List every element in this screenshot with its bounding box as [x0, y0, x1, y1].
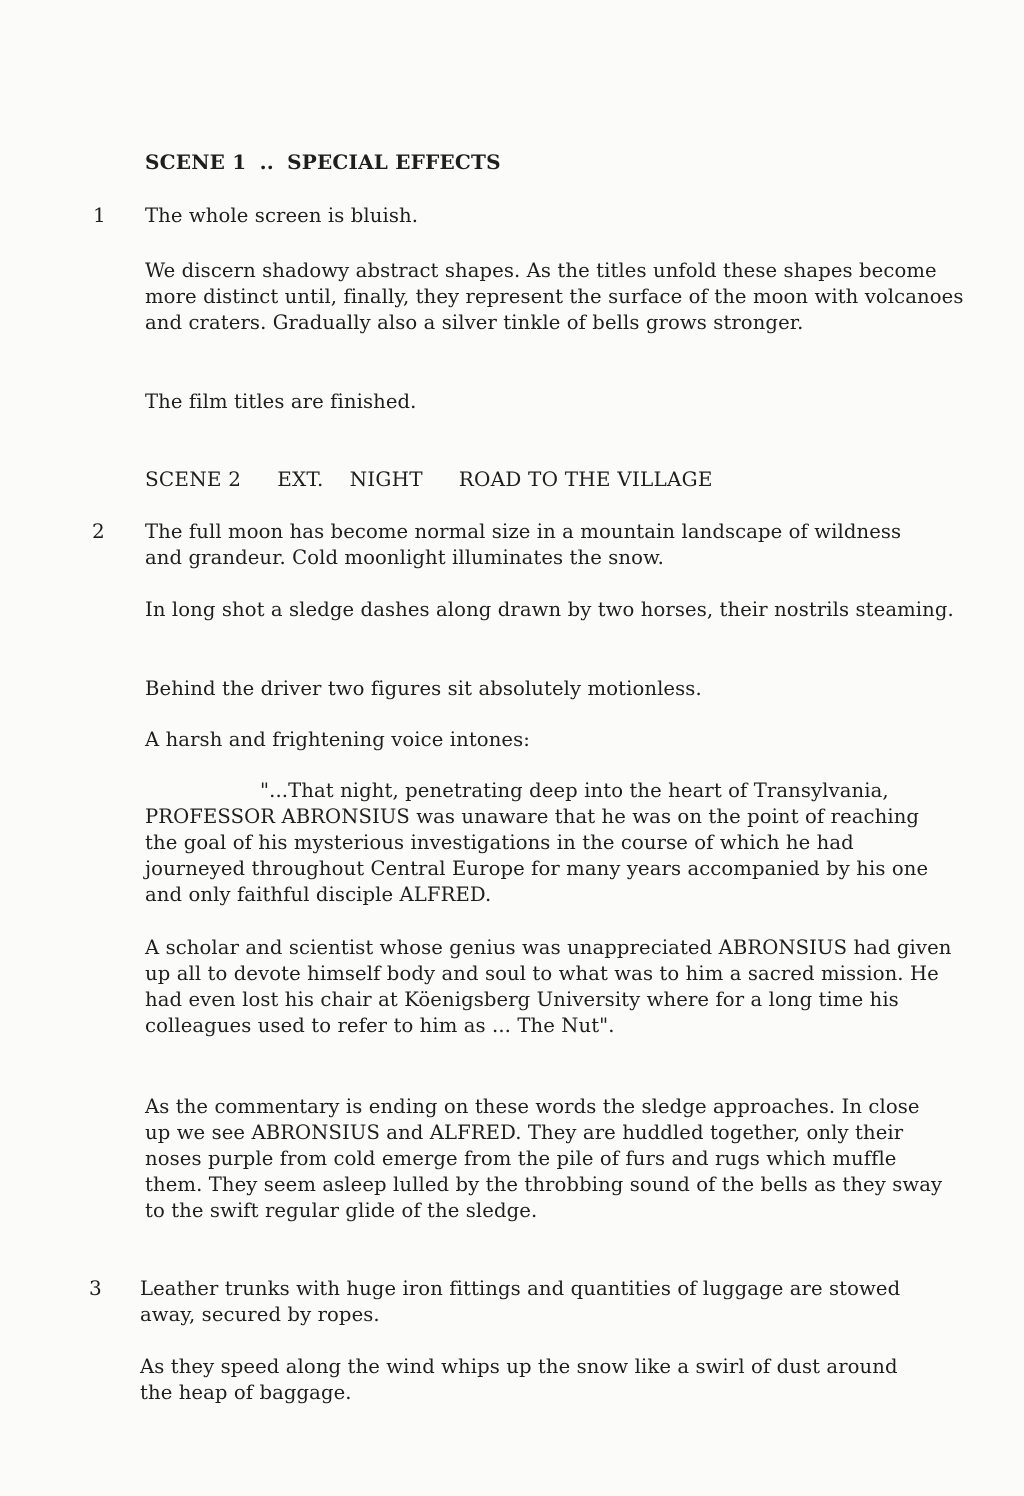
shot-1-paragraph-3: The film titles are finished. — [145, 390, 417, 413]
shot-2-paragraph-1: The full moon has become normal size in a mountain landscape of wildness and grandeur. Cold moonlight illuminates the snow. — [145, 520, 902, 569]
shot-3-paragraph-2: As they speed along the wind whips up the snow like a swirl of dust around the heap of baggage. — [140, 1355, 898, 1404]
shot-2-paragraph-4: A harsh and frightening voice intones: — [145, 728, 530, 751]
scene-2-time: NIGHT — [349, 467, 423, 491]
scene-1-label: SCENE 1 — [145, 150, 247, 174]
scene-1-separator: .. — [259, 150, 274, 174]
shot-number-3: 3 — [89, 1276, 102, 1300]
scene-1-heading — [145, 150, 501, 174]
scene-2-label: SCENE 2 — [145, 467, 242, 491]
shot-2-commentary-quote: "...That night, penetrating deep into the heart of Transylvania, PROFESSOR ABRONSIUS was unaware that he was on the point of reaching the goal of his mysterious investigations in the course of which he had journeyed throughout Central Europe for many years accompanied by his one and only faithful disciple ALFRED. — [145, 779, 929, 906]
shot-2-paragraph-3: Behind the driver two figures sit absolutely motionless. — [145, 677, 702, 700]
shot-2-commentary-continued: A scholar and scientist whose genius was unappreciated ABRONSIUS had given up all to devote himself body and soul to what was to him a sacred mission. He had even lost his chair at Köenigsberg University where for a long time his colleagues used to refer to him as ... The Nut". — [145, 936, 952, 1037]
shot-2-paragraph-2: In long shot a sledge dashes along drawn by two horses, their nostrils steaming. — [145, 598, 954, 621]
scene-2-title: ROAD TO THE VILLAGE — [458, 467, 713, 491]
shot-number-2: 2 — [92, 519, 105, 543]
shot-number-1: 1 — [93, 203, 106, 227]
scene-1-title: SPECIAL EFFECTS — [287, 150, 501, 174]
shot-1-paragraph-1: The whole screen is bluish. — [145, 204, 419, 227]
shot-1-paragraph-2: We discern shadowy abstract shapes. As the titles unfold these shapes become more distinct until, finally, they represent the surface of the moon with volcanoes and craters. Gradually also a silver tinkle of bells grows stronger. — [145, 259, 964, 334]
scene-2-location: EXT. — [277, 467, 324, 491]
scene-2-heading — [145, 467, 713, 491]
shot-3-paragraph-1: Leather trunks with huge iron fittings and quantities of luggage are stowed away, secured by ropes. — [140, 1277, 901, 1326]
shot-2-paragraph-7: As the commentary is ending on these words the sledge approaches. In close up we see ABRONSIUS and ALFRED. They are huddled together, only their noses purple from cold emerge from the pile of furs and rugs which muffle them. They seem asleep lulled by the throbbing sound of the bells as they sway to the swift regular glide of the sledge. — [145, 1095, 943, 1222]
